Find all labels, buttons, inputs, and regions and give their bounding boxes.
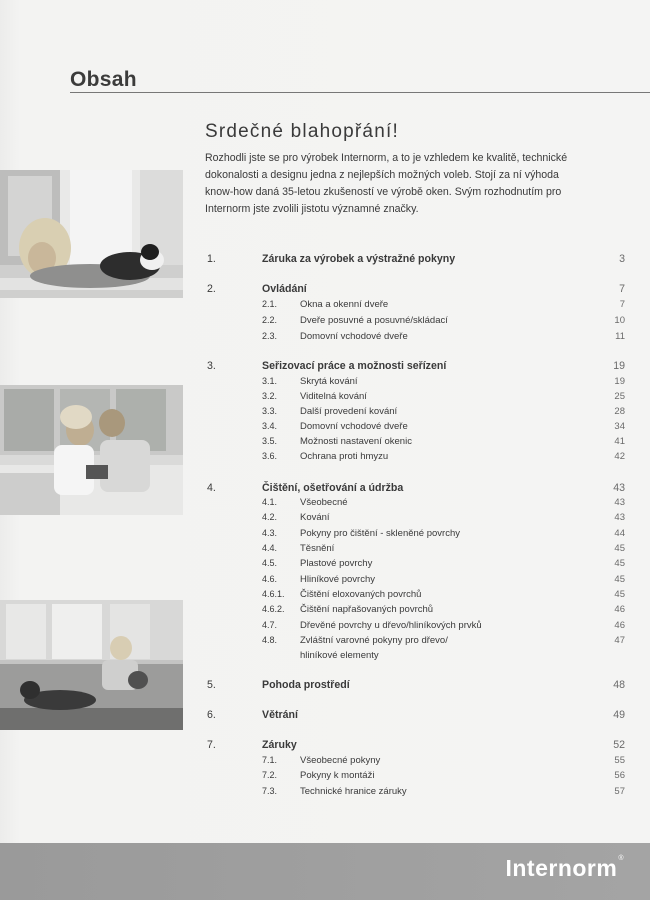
toc-label: Ochrana proti hmyzu [300,451,389,462]
toc-label: Plastové povrchy [300,558,373,569]
toc-section[interactable] [0,360,650,376]
toc-page: 44 [614,528,625,539]
greeting-text [205,150,635,218]
toc-subsection[interactable] [0,421,650,437]
toc-section[interactable] [0,709,650,725]
toc-number: 4.5. [262,558,278,568]
toc-page: 56 [614,770,625,781]
toc-page: 19 [614,376,625,387]
toc-label: Záruky [262,739,297,751]
toc-subsection[interactable] [0,315,650,331]
toc-page: 42 [614,451,625,462]
toc-number: 3.6. [262,451,278,461]
toc-label: Skrytá kování [300,376,358,387]
toc-label: Čištění, ošetřování a údržba [262,482,404,494]
toc-subsection[interactable] [0,451,650,467]
toc-page: 41 [614,436,625,447]
toc-label: Zvláštní varovné pokyny pro dřevo/ [300,635,448,646]
toc-page: 3 [619,253,625,265]
title-divider [70,92,650,93]
toc-number: 4.6. [262,574,278,584]
toc-number: 2.2. [262,315,278,325]
toc-subsection[interactable] [0,299,650,315]
toc-number: 3.1. [262,376,278,386]
toc-page: 46 [614,620,625,631]
internorm-logo [505,855,624,882]
toc-number: 1. [207,253,216,265]
toc-number: 2. [207,283,216,295]
toc-page: 45 [614,574,625,585]
toc-label: Seřizovací práce a možnosti seřízení [262,360,447,372]
toc-number: 4.1. [262,497,278,507]
toc-number: 4.7. [262,620,278,630]
toc-page: 7 [619,283,625,295]
toc-page: 43 [613,482,625,494]
toc-number: 4.2. [262,512,278,522]
toc-subsection[interactable] [0,391,650,407]
toc-number: 7. [207,739,216,751]
toc-section[interactable] [0,739,650,755]
toc-number: 3.3. [262,406,278,416]
registered-mark: ® [618,855,624,862]
toc-subsection-continued[interactable] [0,650,650,666]
toc-label: Dveře posuvné a posuvné/skládací [300,315,448,326]
toc-page: 25 [614,391,625,402]
toc-label: Domovní vchodové dveře [300,331,408,342]
toc-page: 47 [614,635,625,646]
toc-subsection[interactable] [0,589,650,605]
toc-number: 4.4. [262,543,278,553]
toc-label: Ovládání [262,283,307,295]
toc-subsection[interactable] [0,620,650,636]
toc-number: 3.5. [262,436,278,446]
toc-page: 43 [614,497,625,508]
toc-subsection[interactable] [0,376,650,392]
toc-number: 7.1. [262,755,278,765]
toc-number: 4.3. [262,528,278,538]
toc-page: 34 [614,421,625,432]
toc-subsection[interactable] [0,574,650,590]
toc-label: Domovní vchodové dveře [300,421,408,432]
toc-number: 3. [207,360,216,372]
toc-subsection[interactable] [0,512,650,528]
toc-subsection[interactable] [0,786,650,802]
toc-subsection[interactable] [0,558,650,574]
footer-bar [0,843,650,900]
toc-label: Čištění napřašovaných povrchů [300,604,434,615]
toc-label: Všeobecné [300,497,348,508]
toc-label: Hliníkové povrchy [300,574,375,585]
greeting-heading: Srdečné blahopřání! [205,121,399,142]
toc-number: 3.2. [262,391,278,401]
toc-label: Pokyny k montáži [300,770,375,781]
toc-number: 7.2. [262,770,278,780]
toc-page: 48 [613,679,625,691]
page-title: Obsah [70,68,137,91]
toc-label: Okna a okenní dveře [300,299,389,310]
toc-label: Možnosti nastavení okenic [300,436,412,447]
toc-section[interactable] [0,253,650,269]
toc-subsection[interactable] [0,770,650,786]
toc-section[interactable] [0,679,650,695]
toc-subsection[interactable] [0,543,650,559]
toc-subsection[interactable] [0,406,650,422]
toc-label: Těsnění [300,543,335,554]
toc-subsection[interactable] [0,604,650,620]
photo-woman-with-dog [0,170,183,298]
toc-label: Technické hranice záruky [300,786,407,797]
toc-page: 11 [615,331,625,342]
toc-page: 7 [619,299,625,310]
toc-page: 19 [613,360,625,372]
toc-label: Větrání [262,709,298,721]
toc-label: Čištění eloxovaných povrchů [300,589,422,600]
toc-section[interactable] [0,283,650,299]
toc-number: 4.8. [262,635,278,645]
toc-page: 10 [614,315,625,326]
toc-number: 2.3. [262,331,278,341]
toc-page: 52 [613,739,625,751]
toc-page: 45 [614,558,625,569]
toc-subsection[interactable] [0,755,650,771]
toc-page: 46 [614,604,625,615]
toc-subsection[interactable] [0,436,650,452]
toc-label: Všeobecné pokyny [300,755,381,766]
toc-number: 5. [207,679,216,691]
toc-label: Záruka za výrobek a výstražné pokyny [262,253,456,265]
toc-label: Pokyny pro čištění - skleněné povrchy [300,528,460,539]
toc-label: Kování [300,512,330,523]
toc-number: 2.1. [262,299,278,309]
toc-page: 45 [614,589,625,600]
toc-subsection[interactable] [0,635,650,651]
toc-label: Další provedení kování [300,406,398,417]
toc-section[interactable] [0,482,650,498]
toc-page: 43 [614,512,625,523]
toc-label: Dřevěné povrchy u dřevo/hliníkových prvků [300,620,482,631]
toc-subsection[interactable] [0,497,650,513]
toc-number: 4.6.2. [262,604,285,614]
toc-number: 4.6.1. [262,589,285,599]
toc-page: 45 [614,543,625,554]
brand-name: Internorm [505,855,618,881]
greeting-line: Rozhodli jste se pro výrobek Internorm, a to je vzhledem ke kvalitě, technické [205,152,568,164]
toc-page: 57 [614,786,625,797]
toc-page: 28 [614,406,625,417]
toc-page: 55 [614,755,625,766]
toc-subsection[interactable] [0,528,650,544]
toc-number: 7.3. [262,786,278,796]
greeting-line: dokonalosti a designu jedna z nejlepších možných voleb. Stojí za ní výhoda [205,169,559,181]
toc-label: hliníkové elementy [300,650,379,661]
toc-page: 49 [613,709,625,721]
toc-subsection[interactable] [0,331,650,347]
toc-label: Viditelná kování [300,391,367,402]
greeting-line: know-how daná 35-letou zkušeností ve výrobě oken. Svým rozhodnutím pro [205,186,562,198]
toc-number: 3.4. [262,421,278,431]
toc-number: 4. [207,482,216,494]
greeting-line: Internorm jste zvolili jistotu významné značky. [205,203,419,215]
toc-number: 6. [207,709,216,721]
toc-label: Pohoda prostředí [262,679,350,691]
